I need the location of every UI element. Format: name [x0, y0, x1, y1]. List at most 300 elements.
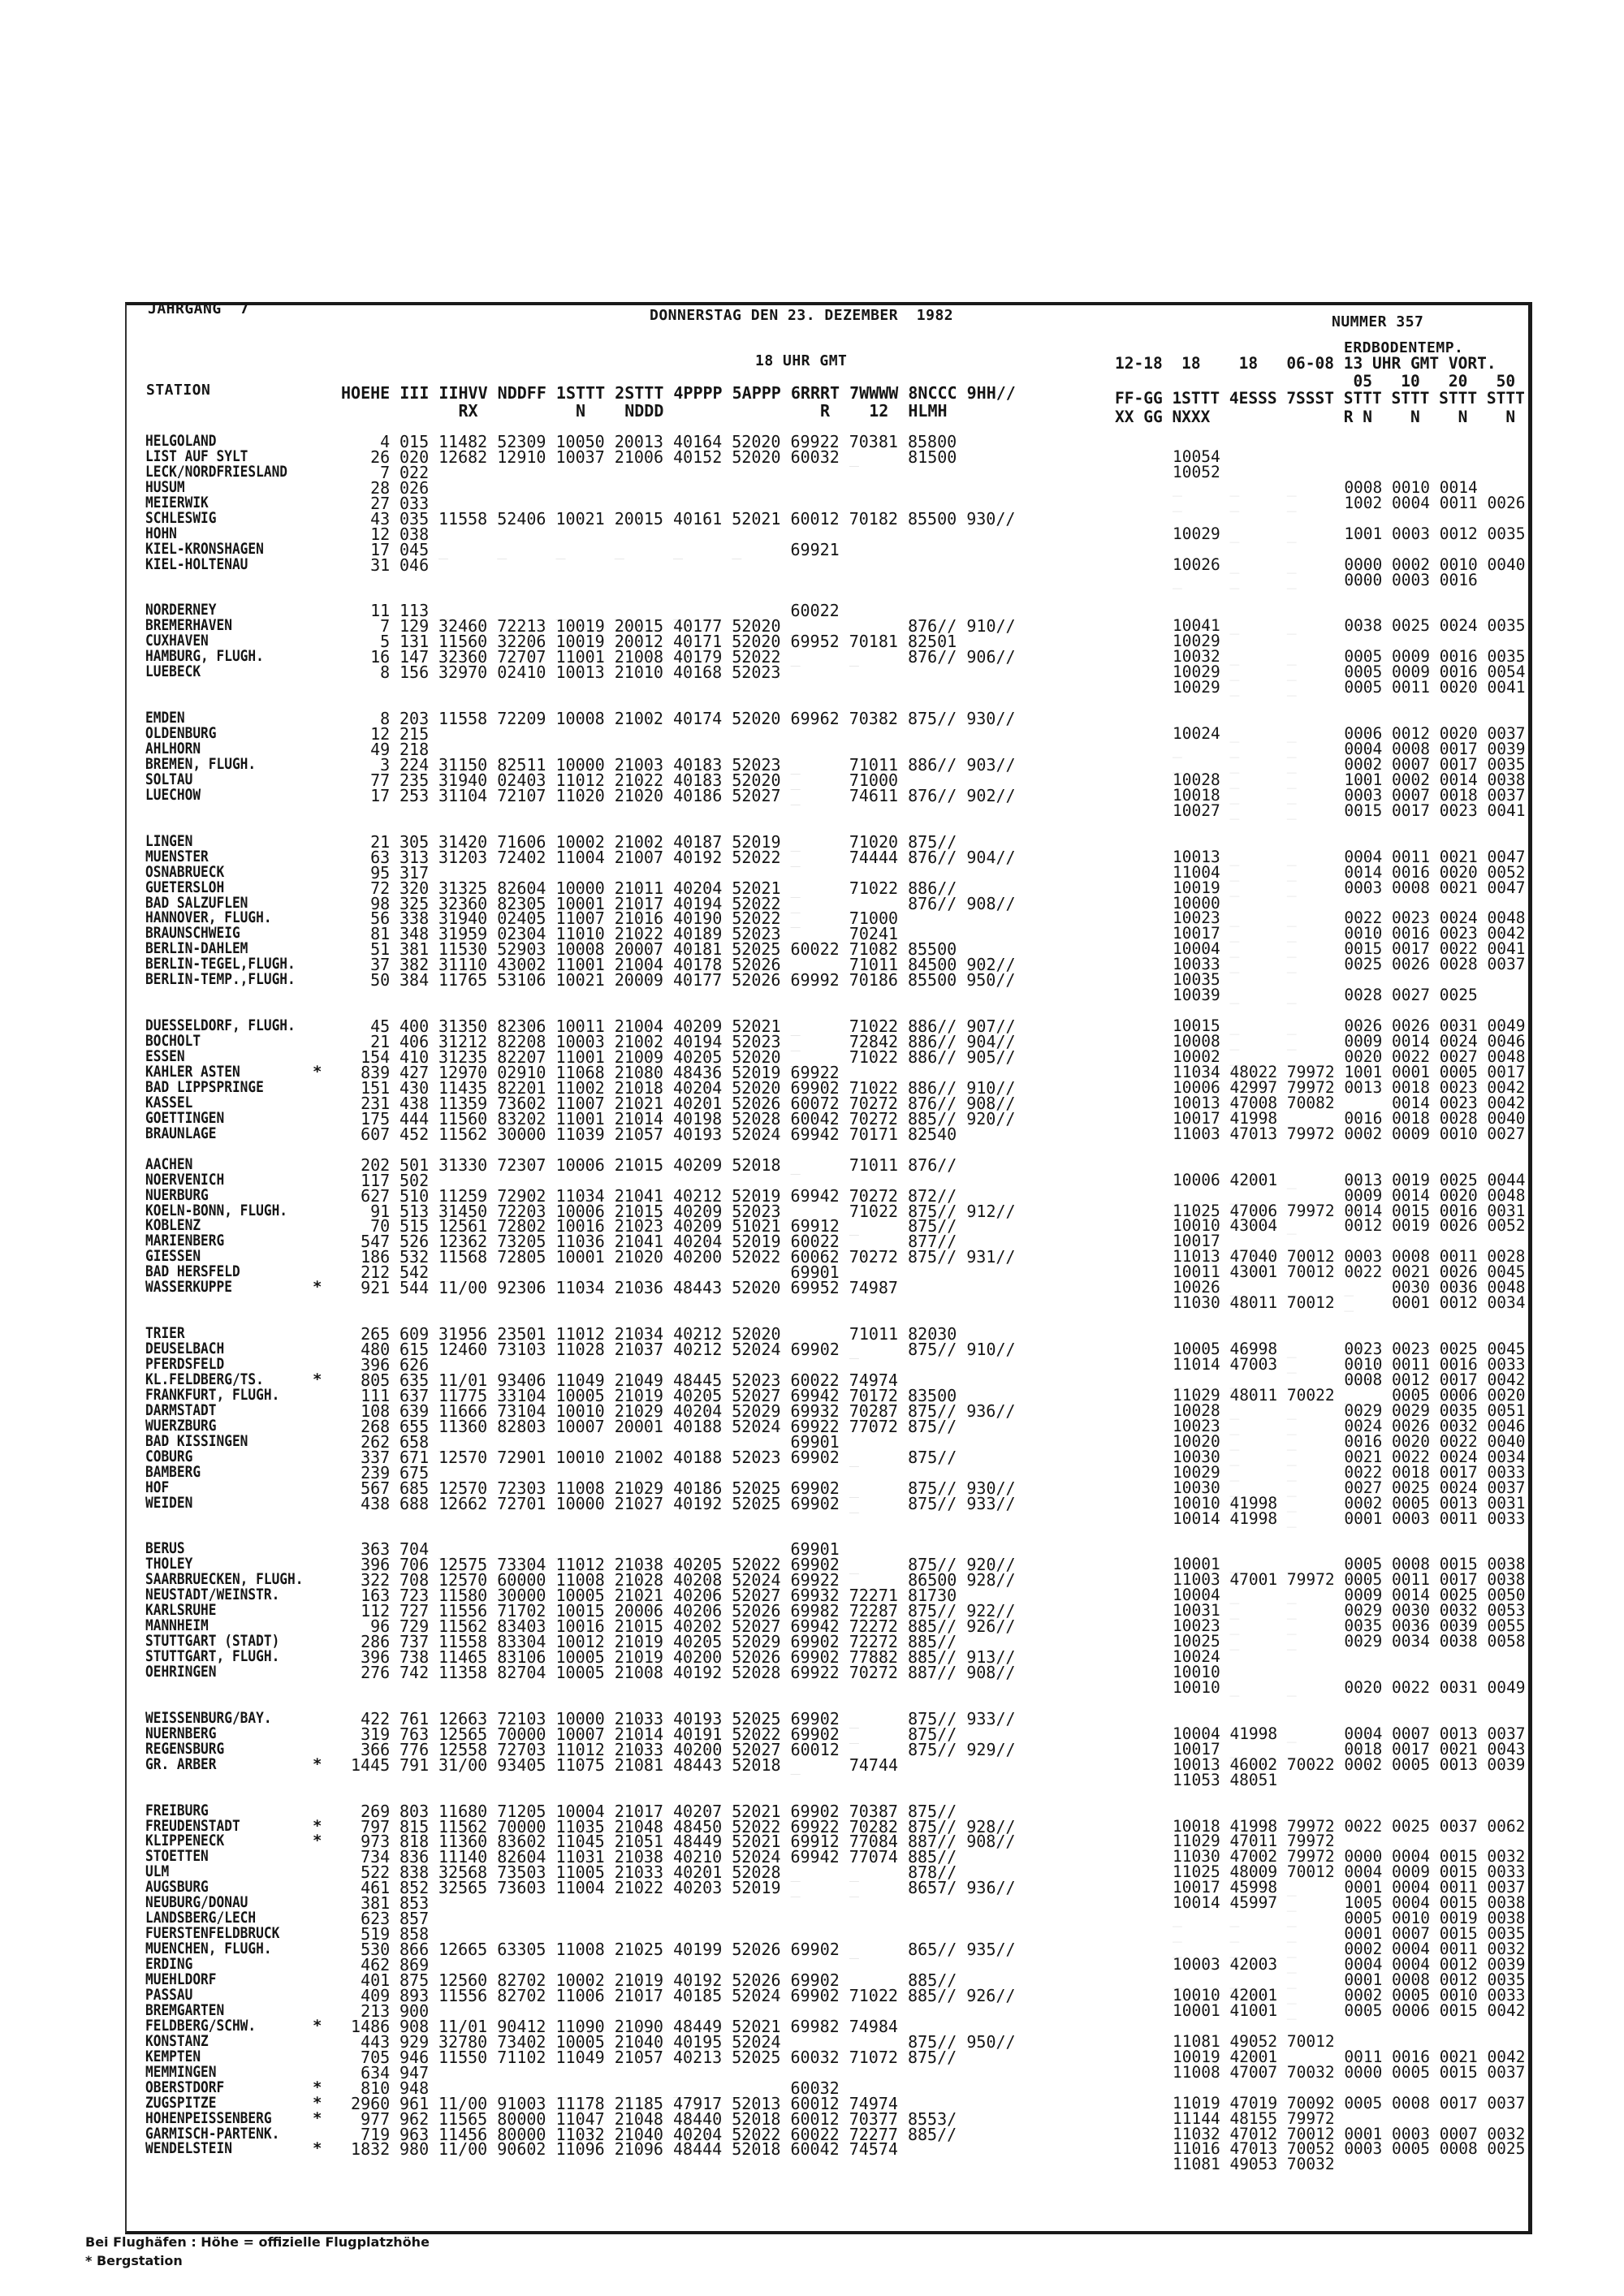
- station-name: MEIERWIK: [145, 493, 209, 511]
- data-group: 0014: [1392, 1032, 1431, 1051]
- data-group: 82207: [497, 1047, 546, 1067]
- empty-column-placeholder: _: [1344, 1093, 1354, 1112]
- data-group: 40192: [673, 847, 723, 867]
- synop-groups: 11465 83106 10005 21019 40200 52026 69902 77882 885// 913//: [438, 1647, 1016, 1668]
- data-group: 0037: [1487, 955, 1526, 974]
- station-height: 72: [370, 878, 391, 898]
- data-group: 886//: [908, 1047, 957, 1067]
- station-index: 444: [400, 1108, 430, 1129]
- station-index: 035: [400, 508, 430, 529]
- table-row: [0, 601, 1624, 621]
- data-group: 0004: [1344, 1724, 1383, 1743]
- data-group: 31350: [438, 1016, 488, 1037]
- data-group: 10000: [555, 754, 605, 775]
- data-group: 69902: [790, 1493, 840, 1513]
- station-name: STUTTGART (STADT): [145, 1632, 280, 1651]
- data-group: 0004: [1392, 1878, 1431, 1897]
- table-row: [0, 1601, 1624, 1621]
- station-name: LUEBECK: [145, 662, 201, 681]
- data-group: 0034: [1392, 1632, 1431, 1651]
- station-index: 836: [400, 1847, 430, 1867]
- data-group: 0019: [1392, 1170, 1431, 1189]
- data-group: 0009: [1392, 647, 1431, 667]
- table-row: [0, 1801, 1624, 1821]
- spacer-row: [0, 1786, 1624, 1802]
- data-group: 0007: [1392, 1924, 1430, 1944]
- data-group: 71000: [849, 908, 899, 929]
- data-group: 31/00: [438, 1754, 488, 1775]
- data-group: 11012: [555, 1324, 605, 1344]
- empty-column-placeholder: _: [438, 1431, 449, 1452]
- data-group: 10018: [1173, 785, 1220, 805]
- data-group: 52026: [732, 955, 781, 975]
- data-group: 8657/: [908, 1878, 957, 1898]
- station-name: BAD SALZUFLEN: [145, 893, 248, 912]
- station-height: 27: [370, 493, 391, 513]
- station-height: 438: [361, 1493, 391, 1513]
- data-group: 0039: [1487, 1955, 1526, 1974]
- data-group: 0002: [1392, 770, 1431, 789]
- data-group: 71022: [849, 1016, 899, 1037]
- data-group: 1005: [1344, 1893, 1383, 1913]
- empty-column-placeholder: _: [849, 1478, 859, 1498]
- data-group: 72701: [497, 1493, 546, 1513]
- data-group: 10006: [555, 1201, 605, 1221]
- data-group: 886//: [908, 878, 957, 898]
- empty-column-placeholder: _: [1344, 1385, 1354, 1405]
- data-group: 0011: [1344, 2047, 1383, 2066]
- empty-column-placeholder: _: [1173, 1909, 1182, 1928]
- data-group: 11001: [555, 647, 605, 667]
- data-group: 0014: [1439, 770, 1478, 789]
- station-index: 235: [400, 770, 430, 790]
- data-group: 0016: [1439, 662, 1478, 682]
- empty-column-placeholder: _: [790, 831, 801, 852]
- station-index: 406: [400, 1032, 430, 1052]
- data-group: 0015: [1439, 1893, 1478, 1913]
- empty-column-placeholder: _: [1229, 1047, 1240, 1066]
- empty-column-placeholder: _: [732, 2078, 742, 2098]
- table-row: [0, 662, 1624, 683]
- station-index: 866: [400, 1940, 430, 1960]
- data-group: 0028: [1439, 1108, 1478, 1128]
- data-group: 11010: [555, 924, 605, 944]
- empty-column-placeholder: _: [1229, 1431, 1240, 1451]
- station-name: KASSEL: [145, 1093, 193, 1111]
- data-group: 12682: [438, 447, 488, 467]
- empty-column-placeholder: _: [849, 1340, 859, 1360]
- data-group: 52027: [732, 785, 781, 805]
- empty-column-placeholder: _: [555, 1262, 566, 1283]
- data-group: 0001: [1344, 1970, 1383, 1989]
- station-name: BERLIN-DAHLEM: [145, 939, 248, 958]
- data-group: 71606: [497, 831, 546, 852]
- table-row: [0, 1539, 1624, 1560]
- empty-column-placeholder: _: [555, 2078, 566, 2098]
- station-height: 8: [380, 662, 391, 683]
- data-group: 52020: [732, 1047, 781, 1067]
- empty-column-placeholder: _: [1286, 724, 1297, 744]
- station-height: 443: [361, 2031, 391, 2052]
- station-name: CUXHAVEN: [145, 632, 209, 650]
- data-group: 875//: [908, 1739, 957, 1759]
- data-group: 82511: [497, 754, 546, 775]
- data-group: 0012: [1439, 1293, 1478, 1313]
- data-group: 0023: [1439, 1093, 1478, 1112]
- data-group: 0024: [1344, 1416, 1383, 1435]
- empty-column-placeholder: _: [849, 1493, 859, 1513]
- data-group: 0031: [1439, 1016, 1478, 1036]
- empty-column-placeholder: _: [1286, 1447, 1297, 1466]
- data-group: 0003: [1344, 878, 1383, 897]
- empty-column-placeholder: _: [849, 1878, 859, 1898]
- station-name: BERLIN-TEGEL,FLUGH.: [145, 955, 296, 973]
- empty-column-placeholder: _: [1286, 986, 1297, 1005]
- table-row: [0, 2093, 1624, 2113]
- data-group: 71011: [849, 955, 899, 975]
- data-group: 10006: [1173, 1170, 1220, 1189]
- station-name: LIST AUF SYLT: [145, 447, 248, 465]
- table-row: [0, 1201, 1624, 1221]
- data-group: 876//: [908, 893, 957, 913]
- data-group: 0034: [1487, 1293, 1526, 1313]
- data-group: 0011: [1439, 1878, 1478, 1897]
- data-group: 0021: [1439, 1739, 1478, 1759]
- empty-column-placeholder: _: [1286, 1355, 1297, 1374]
- station-height: 151: [361, 1077, 391, 1098]
- synop-groups: 11/01 93406 11049 21049 48445 52023 60022 74974: [438, 1370, 898, 1390]
- empty-column-placeholder: _: [1286, 754, 1297, 774]
- table-row: [0, 1632, 1624, 1652]
- data-group: 21033: [614, 1862, 664, 1883]
- data-group: 11020: [555, 785, 605, 805]
- soil-depth-headers: 05 10 20 50: [1115, 372, 1516, 391]
- data-group: 11004: [1173, 862, 1220, 882]
- spacer-row: [0, 1140, 1624, 1155]
- empty-column-placeholder: _: [732, 1431, 742, 1452]
- data-group: 0043: [1487, 1739, 1526, 1759]
- station-height: 797: [361, 1816, 391, 1836]
- volume-label: JAHRGANG 7: [148, 300, 249, 317]
- station-name: OLDENBURG: [145, 724, 217, 743]
- data-group: 73402: [497, 2031, 546, 2052]
- data-group: 0029: [1392, 1400, 1431, 1420]
- table-row: [0, 1216, 1624, 1236]
- station-height: 977: [361, 2108, 391, 2129]
- data-group: 0008: [1392, 1555, 1431, 1574]
- station-height: 973: [361, 1832, 391, 1852]
- empty-column-placeholder: _: [1229, 1416, 1240, 1435]
- empty-column-placeholder: _: [1229, 493, 1240, 512]
- data-group: 929//: [966, 1739, 1016, 1759]
- data-group: 40192: [673, 1970, 723, 1990]
- data-group: 0009: [1344, 1185, 1383, 1205]
- table-row: [0, 878, 1624, 898]
- station-height: 401: [361, 1970, 391, 1990]
- table-row: [0, 1816, 1624, 1836]
- station-height: 77: [370, 770, 391, 790]
- data-group: 31940: [438, 908, 488, 929]
- station-index: 737: [400, 1632, 430, 1652]
- data-group: 0032: [1439, 1601, 1478, 1621]
- table-row: [0, 1324, 1624, 1344]
- data-group: 02403: [497, 770, 546, 790]
- empty-column-placeholder: _: [1173, 740, 1182, 758]
- empty-column-placeholder: _: [673, 1431, 684, 1452]
- empty-column-placeholder: _: [790, 908, 801, 929]
- data-group: 0002: [1344, 1493, 1383, 1513]
- station-index: 452: [400, 1124, 430, 1144]
- data-group: 10024: [1173, 724, 1220, 744]
- data-group: 0001: [1344, 1508, 1383, 1528]
- data-group: 0020: [1439, 1185, 1478, 1205]
- data-group: 10023: [1173, 908, 1220, 928]
- empty-column-placeholder: _: [849, 1940, 859, 1960]
- table-row: [0, 1677, 1624, 1697]
- synop-groups: 12970 02910 11068 21080 48436 52019 69922: [438, 1062, 840, 1082]
- empty-column-placeholder: _: [1229, 1447, 1240, 1466]
- right-column-headers: FF-GG 1STTT 4ESSS 7SSST STTT STTT STTT STTT: [1115, 389, 1525, 408]
- data-group: 73603: [497, 1878, 546, 1898]
- station-height: 262: [361, 1431, 391, 1452]
- station-name: HANNOVER, FLUGH.: [145, 908, 272, 927]
- data-group: 52020: [732, 1324, 781, 1344]
- data-group: 0007: [1392, 754, 1430, 774]
- data-group: 0006: [1344, 724, 1383, 744]
- data-group: 12570: [438, 1570, 488, 1590]
- data-group: 21015: [614, 1154, 664, 1175]
- spacer-row: [0, 817, 1624, 832]
- data-group: 10029: [1173, 662, 1220, 682]
- data-group: 902//: [966, 785, 1016, 805]
- extremes-and-soil-temps: 11025 47006 79972 0014 0015 0016 0031: [1173, 1201, 1526, 1220]
- empty-column-placeholder: _: [1286, 1970, 1297, 1989]
- station-height: 276: [361, 1663, 391, 1682]
- empty-column-placeholder: _: [1229, 862, 1240, 882]
- data-group: 10028: [1173, 770, 1220, 789]
- synop-groups: 11666 73104 10010 21029 40204 52029 69932 70287 875// 936//: [438, 1400, 1016, 1421]
- station-index: 147: [400, 647, 430, 667]
- data-group: 0027: [1344, 1478, 1383, 1497]
- station-name: AHLHORN: [145, 740, 201, 757]
- data-group: 21004: [614, 955, 664, 975]
- data-group: 0020: [1439, 724, 1478, 744]
- station-index: 704: [400, 1539, 430, 1560]
- data-group: 40204: [673, 878, 723, 898]
- data-group: 0029: [1344, 1632, 1383, 1651]
- data-group: 902//: [966, 955, 1016, 975]
- table-row: [0, 1108, 1624, 1129]
- empty-column-placeholder: _: [1229, 555, 1240, 574]
- station-height: 480: [361, 1340, 391, 1360]
- synop-groups: 11359 73602 11007 21021 40201 52026 60072 70272 876// 908//: [438, 1093, 1016, 1113]
- station-height: 522: [361, 1862, 391, 1883]
- data-group: 72303: [497, 1478, 546, 1498]
- data-group: 40209: [673, 1201, 723, 1221]
- station-height: 202: [361, 1154, 391, 1175]
- synop-groups: 11530 52903 10008 20007 40181 52025 60022 71082 85500: [438, 939, 957, 960]
- data-group: 31956: [438, 1324, 488, 1344]
- data-group: 0005: [1392, 1985, 1431, 2005]
- station-index: 635: [400, 1370, 430, 1390]
- data-group: 0035: [1487, 1970, 1526, 1989]
- table-row: [0, 447, 1624, 467]
- extremes-and-soil-temps: 10000: [1173, 893, 1220, 913]
- station-height: 91: [370, 1201, 391, 1221]
- station-height: 269: [361, 1801, 391, 1821]
- data-group: 0014: [1439, 477, 1478, 497]
- data-group: 0022: [1439, 1431, 1478, 1451]
- data-group: 40177: [673, 616, 723, 637]
- station-name: FRANKFURT, FLUGH.: [145, 1385, 280, 1404]
- synop-groups: 11560 32206 10019 20012 40171 52020 69952 70181 82501: [438, 632, 957, 652]
- data-group: 52022: [732, 1555, 781, 1575]
- data-group: 0022: [1344, 1462, 1383, 1482]
- empty-column-placeholder: _: [614, 601, 624, 621]
- data-group: 0052: [1487, 862, 1526, 882]
- data-group: 0027: [1392, 986, 1431, 1005]
- station-index: 033: [400, 493, 430, 513]
- station-name: HELGOLAND: [145, 432, 217, 450]
- main-column-subheaders: RX N NDDD R 12 HLMH: [341, 401, 948, 421]
- data-group: 0029: [1344, 1601, 1383, 1621]
- table-row: [0, 1047, 1624, 1067]
- table-row: [0, 1170, 1624, 1190]
- data-group: 907//: [966, 1016, 1016, 1037]
- empty-column-placeholder: _: [790, 955, 801, 975]
- data-group: 52025: [732, 1478, 781, 1498]
- data-group: 0033: [1487, 1355, 1526, 1374]
- empty-column-placeholder: _: [1286, 1170, 1297, 1189]
- data-group: 0010: [1439, 555, 1478, 574]
- station-name: BAD KISSINGEN: [145, 1431, 248, 1450]
- data-group: 52018: [732, 1754, 781, 1775]
- station-name: WENDELSTEIN: [145, 2139, 232, 2158]
- table-row: [0, 555, 1624, 575]
- station-height: 96: [370, 1616, 391, 1637]
- data-group: 10041: [1173, 616, 1220, 636]
- station-height: 16: [370, 647, 391, 667]
- table-row: [0, 647, 1624, 667]
- station-index: 685: [400, 1478, 430, 1498]
- station-height: 839: [361, 1062, 391, 1082]
- data-group: 21019: [614, 1970, 664, 1990]
- data-group: 875//: [908, 2031, 957, 2052]
- data-group: 0018: [1439, 785, 1478, 805]
- station-height: 8: [380, 709, 391, 729]
- data-group: 21007: [614, 847, 664, 867]
- table-row: [0, 616, 1624, 637]
- station-height: 634: [361, 2062, 391, 2082]
- data-group: 40199: [673, 1940, 723, 1960]
- data-group: 0045: [1487, 1340, 1526, 1359]
- station-name: DUESSELDORF, FLUGH.: [145, 1016, 296, 1035]
- data-group: 0038: [1487, 1555, 1526, 1574]
- empty-column-placeholder: _: [1229, 1970, 1240, 1989]
- data-group: 72707: [497, 647, 546, 667]
- empty-column-placeholder: _: [1286, 862, 1297, 882]
- station-name: WASSERKUPPE: [145, 1278, 232, 1297]
- station-name: NEUBURG/DONAU: [145, 1893, 248, 1912]
- data-group: 60032: [790, 2078, 840, 2098]
- data-group: 0042: [1487, 2000, 1526, 2020]
- station-index: 963: [400, 2124, 430, 2144]
- data-group: 0015: [1439, 2000, 1478, 2020]
- table-row: [0, 477, 1624, 498]
- data-group: 82305: [497, 893, 546, 913]
- data-group: 32460: [438, 616, 488, 637]
- data-group: 0016: [1392, 924, 1431, 943]
- station-column-header: STATION: [146, 382, 211, 399]
- data-group: 32360: [438, 893, 488, 913]
- data-group: 52020: [732, 770, 781, 790]
- data-group: 40205: [673, 1555, 723, 1575]
- station-name: DEUSELBACH: [145, 1340, 225, 1358]
- station-index: 313: [400, 847, 430, 867]
- station-name: FREUDENSTADT: [145, 1816, 240, 1835]
- table-row: [0, 1970, 1624, 1990]
- data-group: 40208: [673, 1570, 723, 1590]
- station-height: 409: [361, 1985, 391, 2005]
- empty-column-placeholder: _: [555, 539, 566, 559]
- data-group: 0018: [1344, 1739, 1383, 1759]
- station-index: 038: [400, 524, 430, 544]
- data-group: 69902: [790, 1555, 840, 1575]
- station-index: 688: [400, 1493, 430, 1513]
- empty-column-placeholder: _: [1286, 785, 1297, 805]
- data-group: 0020: [1439, 862, 1478, 882]
- station-index: 838: [400, 1862, 430, 1883]
- data-group: 69912: [790, 1216, 840, 1236]
- data-group: 0019: [1439, 1909, 1478, 1928]
- station-index: 325: [400, 893, 430, 913]
- data-group: 10031: [1173, 1601, 1220, 1621]
- station-name: BOCHOLT: [145, 1032, 201, 1051]
- data-group: 0018: [1392, 1108, 1431, 1128]
- data-group: 72901: [497, 1447, 546, 1467]
- station-name: BRAUNLAGE: [145, 1124, 217, 1142]
- empty-column-placeholder: _: [1344, 1278, 1354, 1297]
- data-group: 0022: [1439, 939, 1478, 959]
- station-name: GIESSEN: [145, 1247, 201, 1266]
- data-group: 0055: [1487, 1616, 1526, 1636]
- empty-column-placeholder: _: [1286, 1677, 1297, 1697]
- data-group: 10010: [1173, 1216, 1220, 1236]
- station-index: 515: [400, 1216, 430, 1236]
- data-group: 10015: [1173, 1016, 1220, 1036]
- empty-column-placeholder: _: [1286, 1370, 1297, 1389]
- station-index: 609: [400, 1324, 430, 1344]
- station-height: 239: [361, 1462, 391, 1482]
- data-group: 52024: [732, 1340, 781, 1360]
- data-group: 86500: [908, 1570, 957, 1590]
- station-height: 163: [361, 1586, 391, 1606]
- data-group: 878//: [908, 1862, 957, 1883]
- data-group: 904//: [966, 1032, 1016, 1052]
- data-group: 71020: [849, 831, 899, 852]
- data-group: 0054: [1487, 662, 1526, 682]
- station-height: 50: [370, 970, 391, 990]
- data-group: 84500: [908, 955, 957, 975]
- synop-groups: 11562 30000 11039 21057 40193 52024 69942 70171 82540: [438, 1124, 957, 1144]
- data-group: 0042: [1487, 2047, 1526, 2066]
- data-group: 41998: [1229, 1508, 1278, 1528]
- data-group: 21029: [614, 1478, 664, 1498]
- data-group: 0021: [1439, 878, 1478, 897]
- station-height: 26: [370, 447, 391, 467]
- station-index: 026: [400, 477, 430, 498]
- station-index: 776: [400, 1739, 430, 1759]
